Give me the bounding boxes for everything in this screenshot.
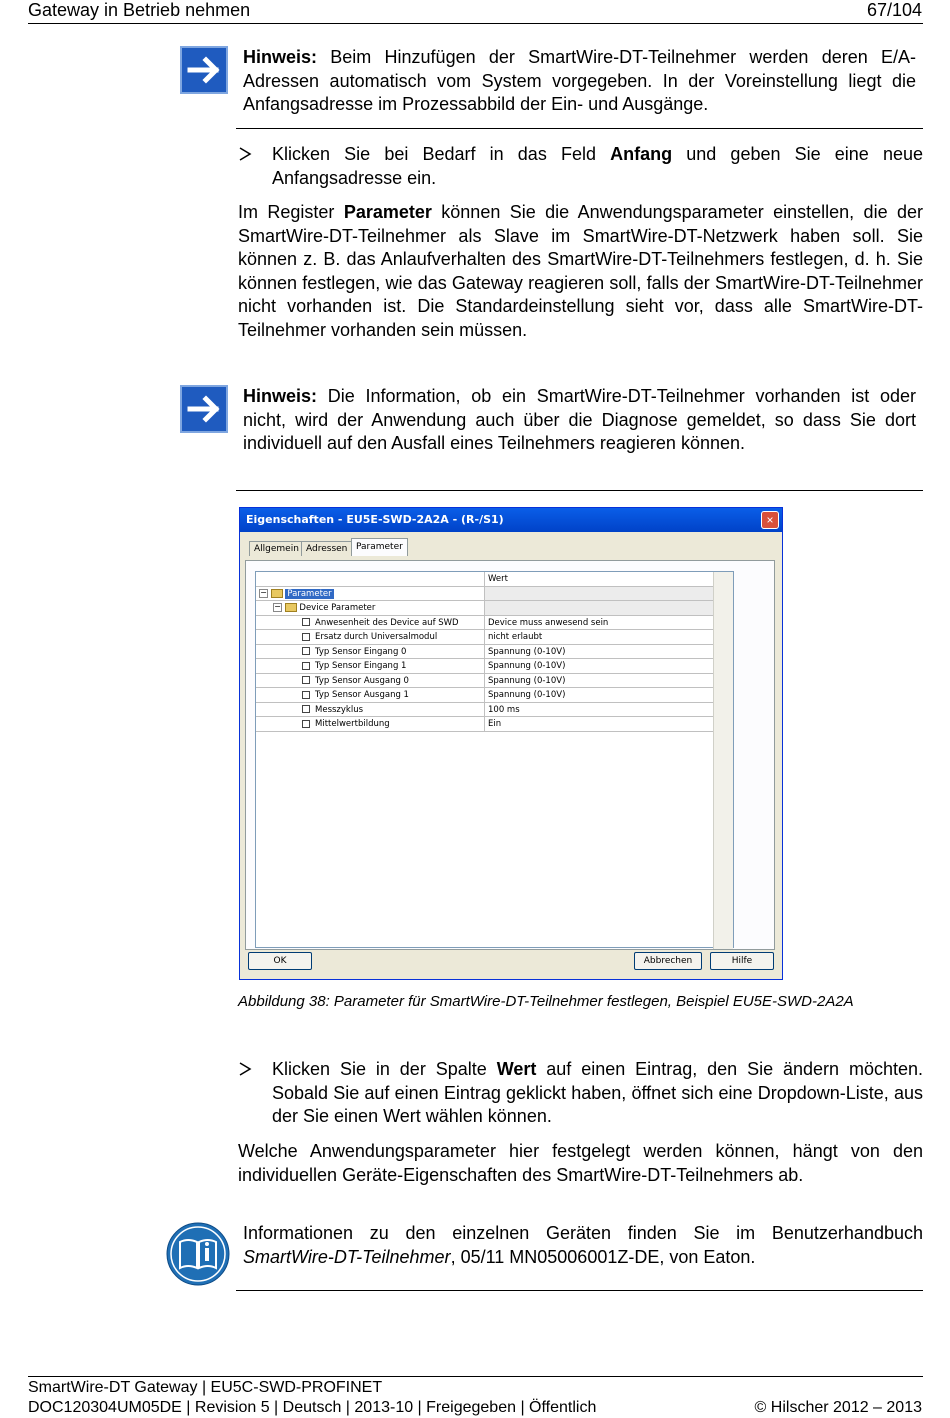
- close-icon[interactable]: ×: [761, 511, 779, 529]
- body-paragraph: Welche Anwendungsparameter hier festgelegt werden können, hängt von den individuellen Geräte-Eigenschaften des SmartWire-DT-Teilnehmers ab.: [238, 1141, 923, 1185]
- dialog-titlebar: Eigenschaften - EU5E-SWD-2A2A - (R-/S1): [240, 508, 782, 532]
- note-text: [243, 46, 916, 117]
- info-text: [243, 1222, 923, 1269]
- note-separator: [236, 128, 923, 129]
- parameter-row[interactable]: [256, 645, 713, 660]
- parameter-name: Typ Sensor Eingang 0: [315, 646, 407, 657]
- info-separator: [236, 1290, 923, 1291]
- tab-parameter[interactable]: Parameter: [351, 538, 408, 556]
- instruction-step: [272, 1058, 923, 1129]
- parameter-name: Typ Sensor Ausgang 0: [315, 675, 409, 686]
- tree-group-row[interactable]: [256, 601, 713, 616]
- note-separator: [236, 490, 923, 491]
- parameter-icon: [302, 662, 310, 670]
- parameter-name-cell: [256, 688, 484, 703]
- note-label: Hinweis:: [243, 386, 318, 406]
- parameter-value-cell[interactable]: Spannung (0-10V): [484, 674, 713, 689]
- tab-adressen[interactable]: Adressen: [301, 541, 352, 556]
- folder-icon: [271, 589, 283, 598]
- arrow-right-icon: [180, 46, 228, 94]
- tree-group-value: [484, 601, 713, 616]
- tree-root-label: Parameter: [287, 588, 332, 599]
- collapse-icon[interactable]: −: [274, 602, 281, 611]
- footer-product: SmartWire-DT Gateway | EU5C-SWD-PROFINET: [28, 1379, 383, 1396]
- help-button[interactable]: Hilfe: [710, 952, 774, 970]
- parameter-name: Typ Sensor Ausgang 1: [315, 690, 409, 700]
- parameter-icon: [302, 705, 310, 713]
- step-text: Klicken Sie bei Bedarf in das Feld: [272, 144, 611, 164]
- collapse-icon[interactable]: −: [260, 587, 267, 597]
- parameter-value-cell[interactable]: Spannung (0-10V): [484, 645, 713, 660]
- para-text: Im Register: [238, 202, 344, 222]
- info-text-start: Informationen zu den einzelnen Geräten finden Sie im Benutzerhandbuch: [243, 1223, 923, 1243]
- body-paragraph: [238, 201, 923, 342]
- parameter-row[interactable]: [256, 674, 713, 689]
- parameter-icon: [302, 633, 310, 641]
- parameter-icon: [302, 618, 310, 626]
- cancel-button[interactable]: Abbrechen: [634, 952, 702, 970]
- parameter-value-cell[interactable]: Device muss anwesend sein: [484, 616, 713, 631]
- parameter-row[interactable]: [256, 703, 713, 718]
- parameter-name-cell: [256, 659, 484, 674]
- instruction-step: [272, 143, 923, 190]
- caption-text: : Parameter für SmartWire-DT-Teilnehmer festlegen, Beispiel EU5E-SWD-2A2A: [325, 993, 854, 1010]
- arrow-right-icon: [180, 385, 228, 433]
- book-info-icon: [166, 1222, 230, 1286]
- parameter-name: Anwesenheit des Device auf SWD: [315, 617, 459, 628]
- parameter-value-cell[interactable]: Ein: [484, 717, 713, 732]
- tree-root-row[interactable]: [256, 587, 713, 602]
- value-column-header: Wert: [484, 572, 713, 587]
- para-keyword: Parameter: [343, 202, 432, 222]
- header-page-number: 67/104: [866, 0, 922, 20]
- tree-group-label: Device Parameter: [299, 603, 376, 613]
- ok-button[interactable]: OK: [248, 952, 312, 970]
- name-column-header: [256, 572, 484, 587]
- parameter-icon: [302, 647, 310, 655]
- header-rule: [28, 23, 923, 24]
- info-text-end: , 05/11 MN05006001Z-DE, von Eaton.: [450, 1246, 756, 1267]
- footer-rule: [28, 1376, 923, 1377]
- folder-icon: [285, 603, 297, 612]
- parameter-name: Ersatz durch Universalmodul: [315, 632, 438, 642]
- properties-dialog: [239, 507, 783, 980]
- triangle-bullet-icon: [238, 146, 252, 167]
- parameter-name-cell: [256, 703, 484, 718]
- note-text: [243, 385, 916, 456]
- info-manual-title: SmartWire-DT-Teilnehmer: [243, 1246, 451, 1267]
- note-body: Beim Hinzufügen der SmartWire-DT-Teilnehmer werden deren E/A-Adressen automatisch vom System vorgegeben. In der Voreinstellung liegt die Anfangsadresse im Prozessabbild der Ein- und Ausgänge.: [243, 47, 916, 114]
- tab-allgemein[interactable]: Allgemein: [249, 541, 304, 556]
- parameter-name: Mittelwertbildung: [315, 719, 390, 729]
- parameter-value-cell[interactable]: Spannung (0-10V): [484, 688, 713, 703]
- parameter-name-cell: [256, 674, 484, 689]
- tree-group-cell: [256, 601, 484, 616]
- parameter-icon: [302, 691, 310, 699]
- parameter-name-cell: [256, 645, 484, 660]
- step-keyword: Anfang: [610, 144, 673, 164]
- para-text-end: können Sie die Anwendungsparameter einstellen, die der SmartWire-DT-Teilnehmer als Slave im SmartWire-DT-Netzwerk haben soll. Sie können z. B. das Anlaufverhalten des SmartWire-DT-Teilnehmers festlegen, d. h. Sie können festlegen, wie das Gateway reagieren soll, falls der SmartWire-DT-Teilnehmer nicht vorhanden ist. Die Standardeinstellung sieht vor, dass alle SmartWire-DT-Teilnehmer vorhanden sein müssen.: [238, 202, 923, 340]
- parameter-name: Messzyklus: [315, 704, 364, 715]
- parameter-icon: [302, 720, 310, 728]
- note-body: Die Information, ob ein SmartWire-DT-Teilnehmer vorhanden ist oder nicht, wird der Anwendung auch über die Diagnose gemeldet, so dass Sie dort individuell auf den Ausfall eines Teilnehmers reagieren können.: [243, 386, 916, 453]
- tree-root-value: [484, 587, 713, 602]
- parameter-value-cell[interactable]: 100 ms: [484, 703, 713, 718]
- parameter-name-cell: [256, 616, 484, 631]
- step-keyword: Wert: [496, 1059, 537, 1079]
- parameter-row[interactable]: [256, 659, 713, 674]
- header-chapter-title: Gateway in Betrieb nehmen: [28, 0, 251, 20]
- parameter-name: Typ Sensor Eingang 1: [315, 661, 407, 671]
- parameter-value-cell[interactable]: nicht erlaubt: [484, 630, 713, 645]
- parameter-grid: [255, 571, 734, 948]
- grid-header-row: [256, 572, 713, 587]
- parameter-icon: [302, 676, 310, 684]
- footer-document: DOC120304UM05DE | Revision 5 | Deutsch | 2013-10 | Freigegeben | Öffentlich: [28, 1399, 597, 1416]
- parameter-row[interactable]: [256, 616, 713, 631]
- parameter-row[interactable]: [256, 717, 713, 732]
- parameter-row[interactable]: [256, 630, 713, 645]
- figure-caption: [238, 991, 923, 1012]
- vertical-scrollbar[interactable]: [713, 572, 733, 949]
- parameter-value-cell[interactable]: Spannung (0-10V): [484, 659, 713, 674]
- tree-root-cell: [256, 587, 484, 602]
- parameter-name-cell: [256, 630, 484, 645]
- step-text-end: auf einen Eintrag, den Sie ändern möchten. Sobald Sie auf einen Eintrag geklickt haben, öffnet sich eine Dropdown-Liste, aus der Sie einen Wert wählen können.: [272, 1059, 924, 1126]
- parameter-row[interactable]: [256, 688, 713, 703]
- footer-copyright: © Hilscher 2012 – 2013: [754, 1399, 922, 1416]
- note-label: Hinweis:: [243, 47, 318, 67]
- caption-label: Abbildung 38: [238, 993, 326, 1010]
- step-text-end: und geben Sie eine neue Anfangsadresse ein.: [272, 144, 923, 188]
- step-text: Klicken Sie in der Spalte: [272, 1059, 497, 1079]
- parameter-name-cell: [256, 717, 484, 732]
- triangle-bullet-icon: [238, 1061, 252, 1082]
